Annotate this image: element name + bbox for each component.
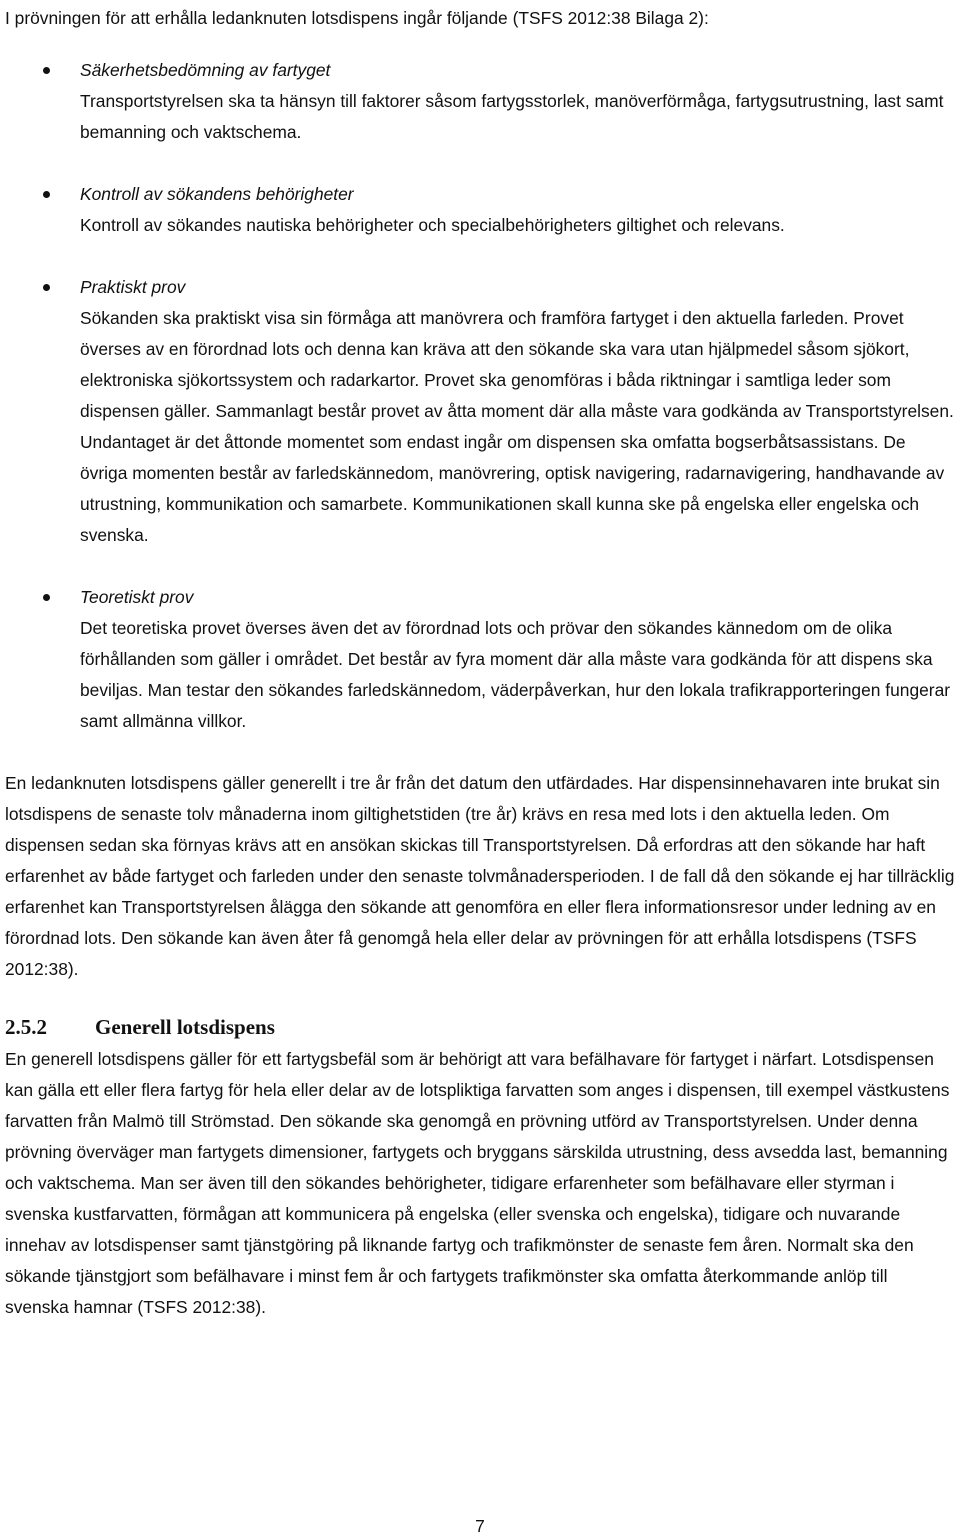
requirements-list xyxy=(5,55,955,737)
body-paragraph: En generell lotsdispens gäller för ett fartygsbefäl som är behörigt att vara befälhavare för fartyget i närfart. Lotsdispensen kan gälla ett eller flera fartyg för hela eller delar av de lotspliktiga farvatten som anges i dispensen, till exempel västkustens farvatten från Malmö till Strömstad. Den sökande ska genomgå en prövning utförd av Transportstyrelsen. Under denna prövning överväger man fartygets dimensioner, fartygets och bryggans särskilda utrustning, dess avsedda last, bemanning och vaktschema. Man ser även till den sökandes behörigheter, tidigare erfarenheter som befälhavare eller styrman i svenska kustfarvatten, förmågan att kommunicera på engelska (eller svenska och engelska), tidigare och nuvarande innehav av lotsdispenser samt tjänstgöring på liknande fartyg och trafikmönster de senaste fem åren. Normalt ska den sökande tjänstgjort som befälhavare i minst fem år och fartygets trafikmönster ska omfatta återkommande anlöp till svenska hamnar (TSFS 2012:38). xyxy=(5,1049,950,1317)
intro-paragraph: I prövningen för att erhålla ledanknuten lotsdispens ingår följande (TSFS 2012:38 Bilaga 2): xyxy=(5,8,709,28)
list-item-body: Kontroll av sökandes nautiska behörigheter och specialbehörigheters giltighet och relevans. xyxy=(80,215,785,235)
section-number: 2.5.2 xyxy=(5,1015,47,1039)
page-number: 7 xyxy=(475,1516,485,1536)
list-item-title: Praktiskt prov xyxy=(80,277,186,297)
document-page xyxy=(5,0,955,1323)
bullet-icon xyxy=(43,191,50,198)
list-item xyxy=(5,179,955,241)
list-item xyxy=(5,582,955,737)
list-item-body: Det teoretiska provet överses även det av förordnad lots och prövar den sökandes kännedom om de olika förhållanden som gäller i området. Det består av fyra moment där alla måste vara godkända för att dispens ska beviljas. Man testar den sökandes farledskännedom, väderpåverkan, hur den lokala trafikrapporteringen fungerar samt allmänna villkor. xyxy=(80,618,951,731)
list-item-title: Teoretiskt prov xyxy=(80,587,194,607)
section-title: Generell lotsdispens xyxy=(95,1015,275,1039)
list-item-body: Transportstyrelsen ska ta hänsyn till faktorer såsom fartygsstorlek, manöverförmåga, fartygsutrustning, last samt bemanning och vaktschema. xyxy=(80,91,944,142)
list-item xyxy=(5,55,955,148)
body-paragraph: En ledanknuten lotsdispens gäller generellt i tre år från det datum den utfärdades. Har dispensinnehavaren inte brukat sin lotsdispens de senaste tolv månaderna inom giltighetstiden (tre år) krävs en resa med lots i den aktuella leden. Om dispensen sedan ska förnyas krävs att en ansökan skickas till Transportstyrelsen. Då erfordras att den sökande har haft erfarenhet av både fartyget och farleden under den senaste tolvmånadersperioden. I de fall då den sökande ej har tillräcklig erfarenhet kan Transportstyrelsen ålägga den sökande att genomföra en eller flera informationsresor under ledning av en förordnad lots. Den sökande kan även åter få genomgå hela eller delar av prövningen för att erhålla lotsdispens (TSFS 2012:38). xyxy=(5,773,955,979)
section-heading xyxy=(5,1013,955,1041)
list-item-body: Sökanden ska praktiskt visa sin förmåga att manövrera och framföra fartyget i den aktuella farleden. Provet överses av en förordnad lots och denna kan kräva att den sökande ska vara utan hjälpmedel såsom sjökort, elektroniska sjökortssystem och radarkartor. Provet ska genomföras i båda riktningar i samtliga leder som dispensen gäller. Sammanlagt består provet av åtta moment där alla måste vara godkända av Transportstyrelsen. Undantaget är det åttonde momentet som endast ingår om dispensen ska omfatta bogserbåtsassistans. De övriga momenten består av farledskännedom, manövrering, optisk navigering, radarnavigering, handhavande av utrustning, kommunikation och samarbete. Kommunikationen skall kunna ske på engelska eller engelska och svenska. xyxy=(80,308,954,545)
list-item-title: Kontroll av sökandens behörigheter xyxy=(80,184,354,204)
list-item xyxy=(5,272,955,551)
bullet-icon xyxy=(43,594,50,601)
list-item-title: Säkerhetsbedömning av fartyget xyxy=(80,60,331,80)
bullet-icon xyxy=(43,67,50,74)
bullet-icon xyxy=(43,284,50,291)
